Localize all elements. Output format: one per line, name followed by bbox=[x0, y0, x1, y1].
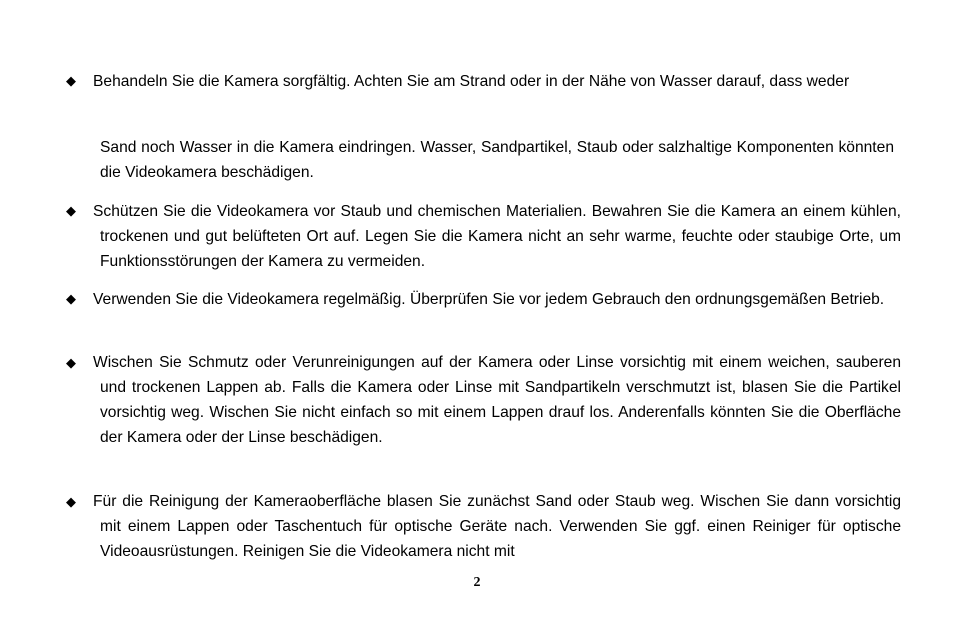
list-item-3-text: Verwenden Sie die Videokamera regelmäßig. Überprüfen Sie vor jedem Gebrauch den ordnungsgemäßen Betrieb. bbox=[93, 291, 885, 308]
list-item-4-text: Wischen Sie Schmutz oder Verunreinigungen auf der Kamera oder Linse vorsichtig mit einem weichen, sauberen und trockenen Lappen ab. Falls die Kamera oder Linse mit Sandpartikeln verschmutzt ist, blasen Sie die Partikel vorsichtig weg. Wischen Sie nicht einfach so mit einem Lappen drauf los. Anderenfalls könnten Sie die Oberfläche der Kamera oder der Linse beschädigen. bbox=[93, 354, 901, 446]
bullet-diamond-icon: ◆ bbox=[66, 73, 76, 88]
list-item-1-continuation: Sand noch Wasser in die Kamera eindringen. Wasser, Sandpartikel, Staub oder salzhaltige Komponenten könnten die Videokamera beschädigen. bbox=[100, 139, 894, 181]
bullet-diamond-icon: ◆ bbox=[66, 494, 76, 509]
page-number: 2 bbox=[473, 575, 481, 590]
bullet-diamond-icon: ◆ bbox=[66, 355, 76, 370]
list-item-1-text: Behandeln Sie die Kamera sorgfältig. Achten Sie am Strand oder in der Nähe von Wasser darauf, dass weder bbox=[93, 73, 850, 90]
bullet-diamond-icon: ◆ bbox=[66, 291, 76, 306]
list-item-2-text: Schützen Sie die Videokamera vor Staub und chemischen Materialien. Bewahren Sie die Kamera an einem kühlen, trockenen und gut belüfteten Ort auf. Legen Sie die Kamera nicht an sehr warme, feuchte oder staubige Orte, um Funktionsstörungen der Kamera zu vermeiden. bbox=[93, 203, 901, 270]
list-item-5-text: Für die Reinigung der Kameraoberfläche blasen Sie zunächst Sand oder Staub weg. Wischen Sie dann vorsichtig mit einem Lappen oder Taschentuch für optische Geräte nach. Verwenden Sie ggf. einen Reiniger für optische Videoausrüstungen. Reinigen Sie die Videokamera nicht mit bbox=[93, 493, 901, 560]
bullet-diamond-icon: ◆ bbox=[66, 203, 76, 218]
